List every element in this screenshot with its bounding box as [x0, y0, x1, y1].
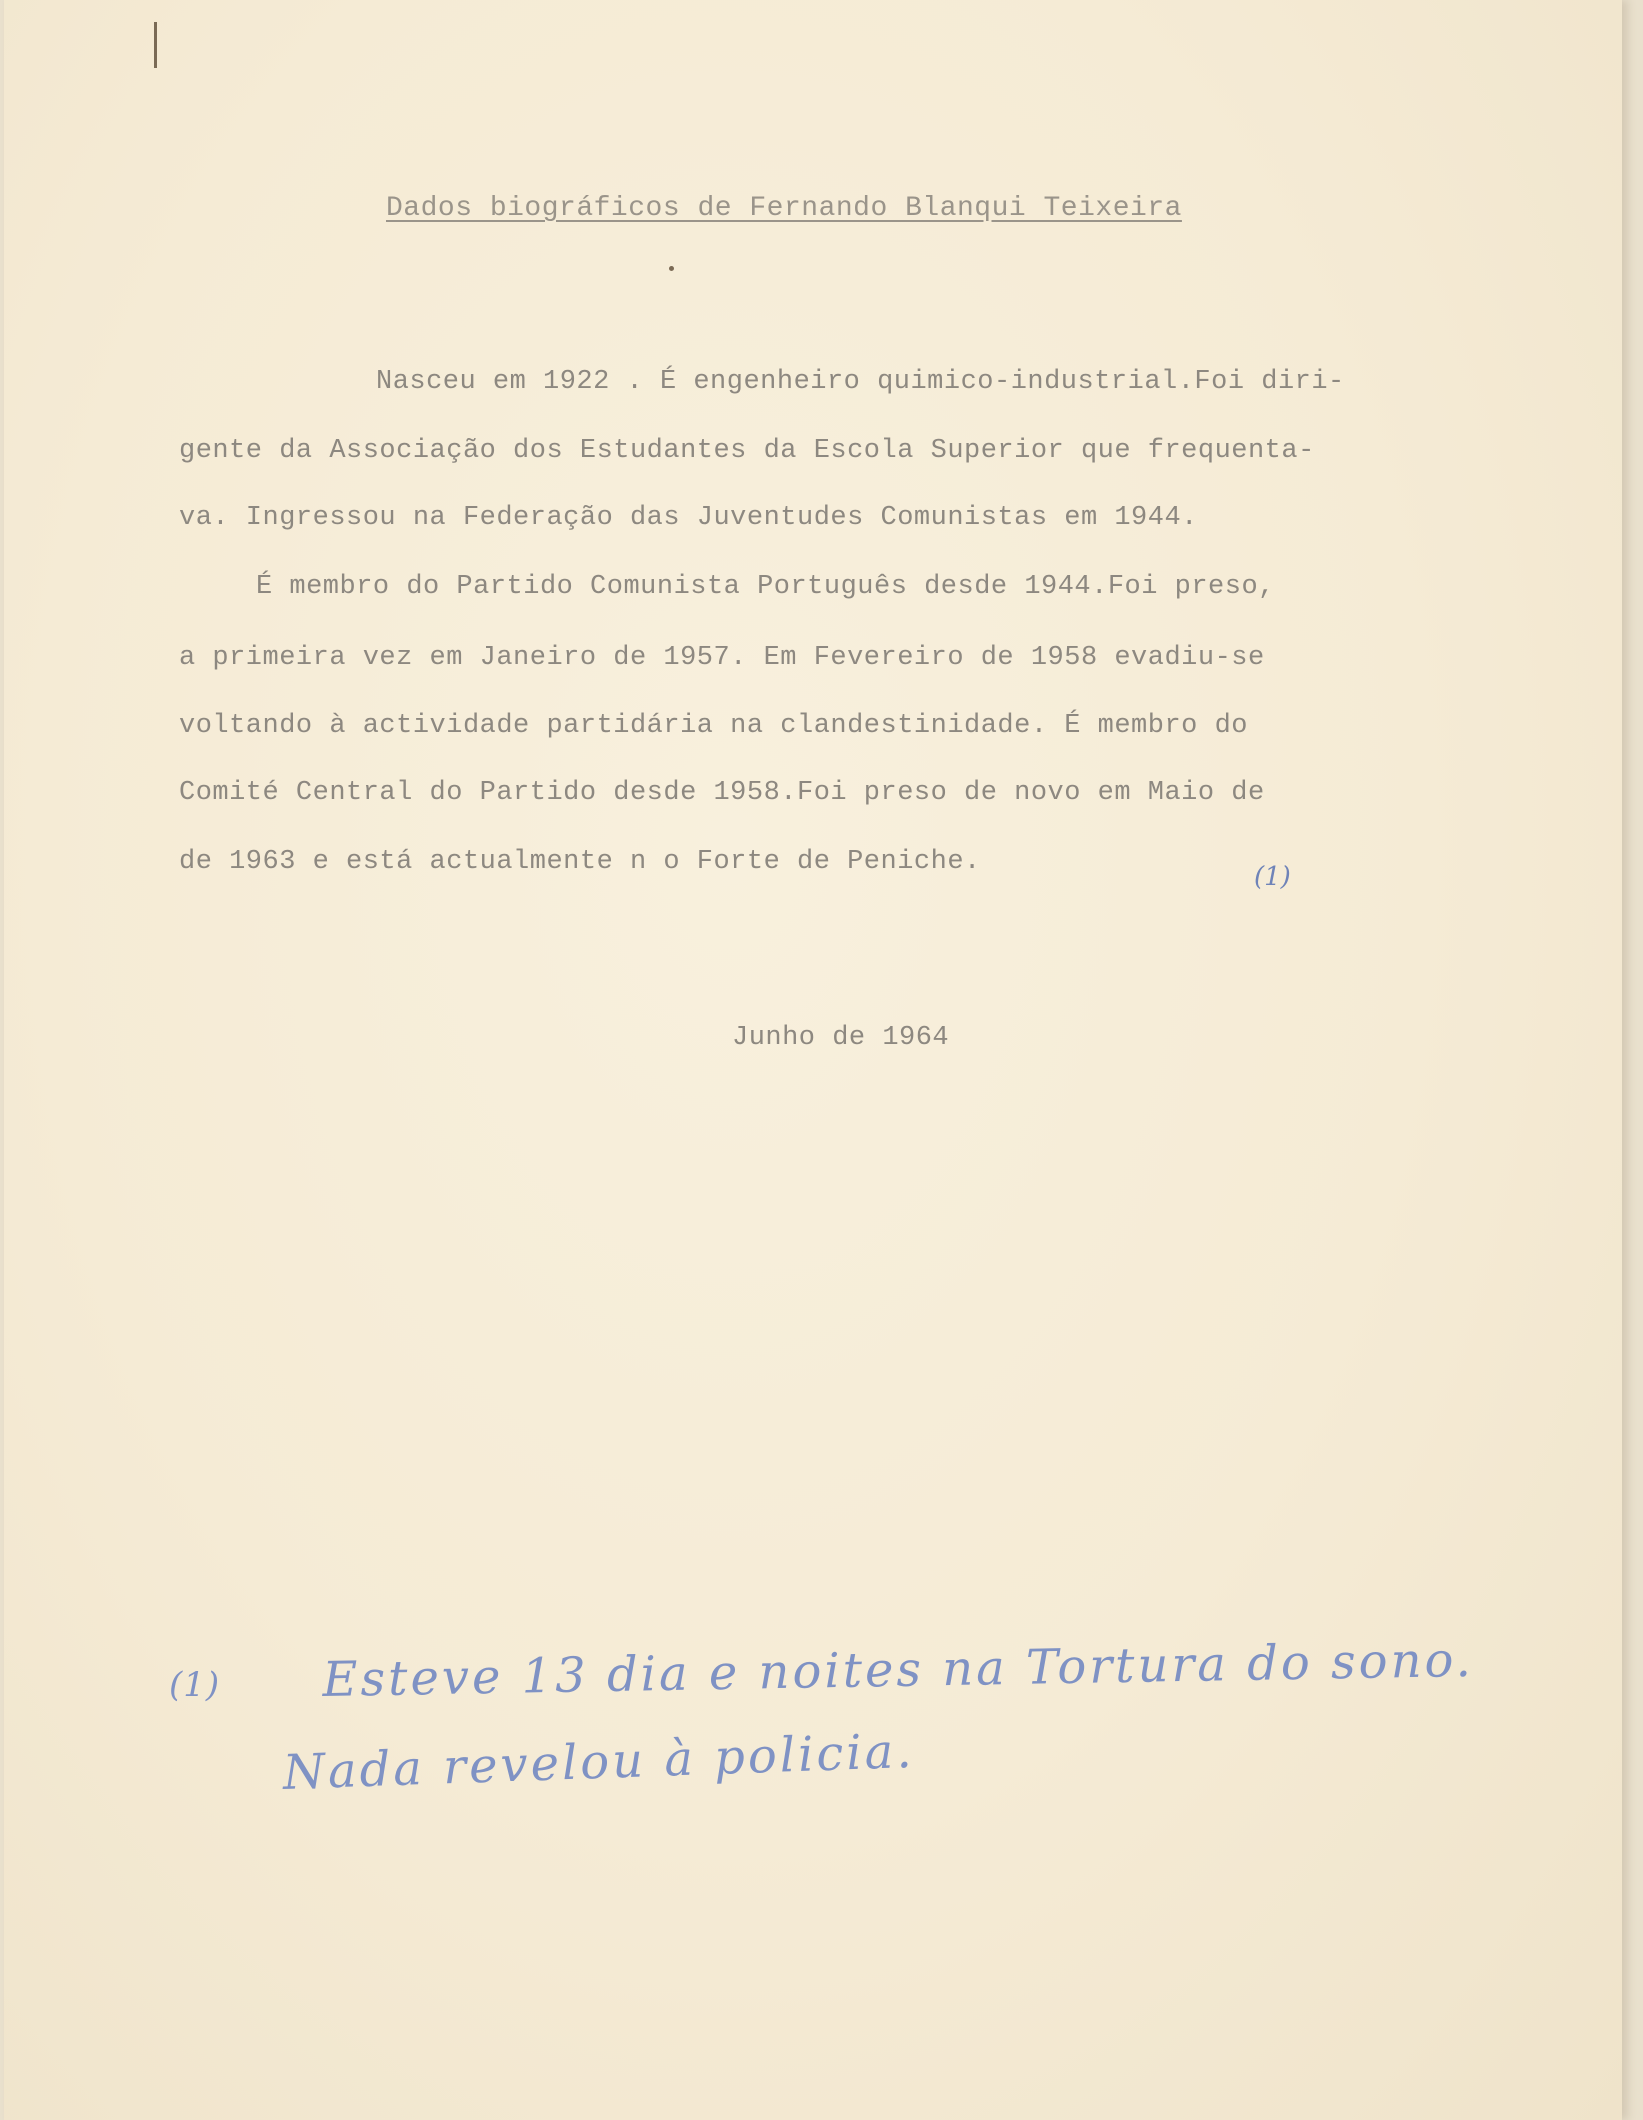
document-date: Junho de 1964	[732, 1023, 950, 1053]
paragraph-line: voltando à actividade partidária na clandestinidade. É membro do	[179, 711, 1248, 741]
footnote-marker: (1)	[1254, 862, 1291, 892]
ink-dot	[669, 266, 674, 271]
document-page	[4, 0, 1622, 2120]
handwritten-note-line: Esteve 13 dia e noites na Tortura do sono.	[322, 1631, 1475, 1708]
paragraph-line: Comité Central do Partido desde 1958.Foi preso de novo em Maio de	[179, 778, 1265, 808]
document-title: Dados biográficos de Fernando Blanqui Teixeira	[386, 193, 1182, 224]
handwritten-note-line: Nada revelou à policia.	[282, 1722, 916, 1801]
paragraph-line: a primeira vez em Janeiro de 1957. Em Fevereiro de 1958 evadiu-se	[179, 643, 1265, 673]
handwritten-note-marker: (1)	[169, 1665, 221, 1705]
paragraph-line: É membro do Partido Comunista Português desde 1944.Foi preso,	[256, 572, 1275, 602]
paragraph-line: Nasceu em 1922 . É engenheiro quimico-industrial.Foi diri-	[376, 367, 1345, 397]
ink-mark	[154, 22, 157, 68]
paragraph-line: va. Ingressou na Federação das Juventudes Comunistas em 1944.	[179, 503, 1198, 533]
paragraph-line: gente da Associação dos Estudantes da Escola Superior que frequenta-	[179, 436, 1315, 466]
paragraph-line: de 1963 e está actualmente n o Forte de Peniche.	[179, 847, 981, 877]
